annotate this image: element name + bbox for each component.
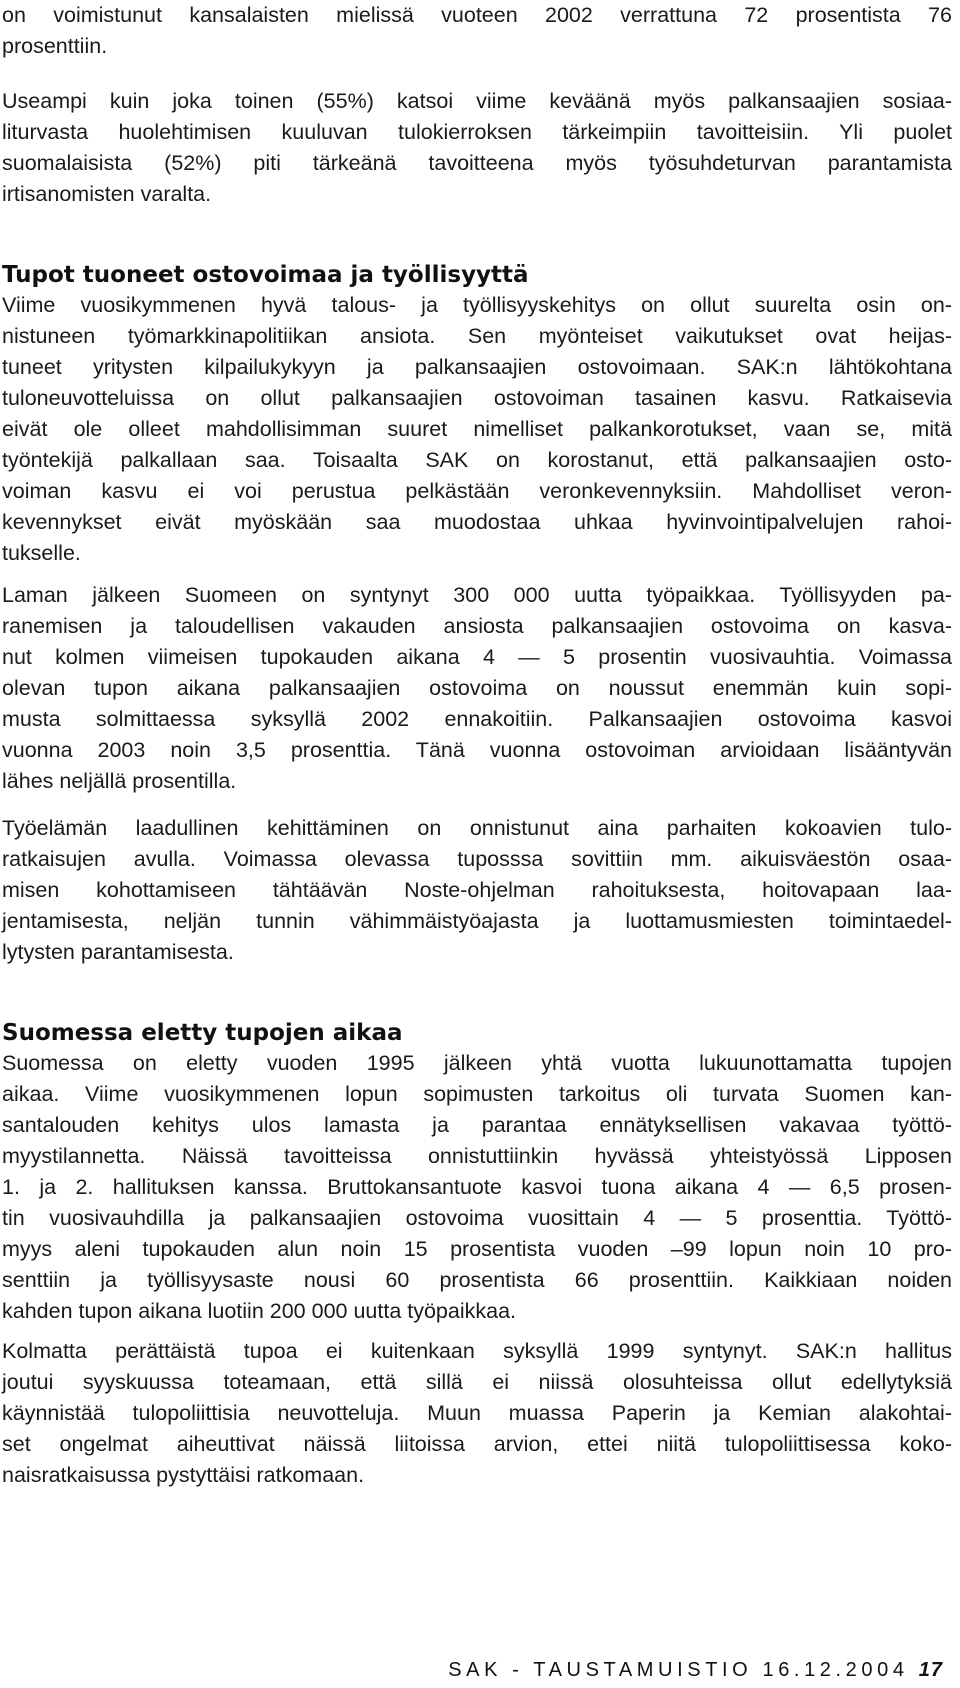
text-line: työntekijä palkallaan saa. Toisaalta SAK on korostanut, että palkansaajien osto- bbox=[2, 448, 952, 472]
paragraph bbox=[2, 813, 952, 968]
text-line: set ongelmat aiheuttivat näissä liitoissa arvion, ettei niitä tulopoliittisessa koko- bbox=[2, 1432, 952, 1456]
paragraph bbox=[2, 86, 952, 210]
paragraph bbox=[2, 1048, 952, 1327]
page-number: 17 bbox=[918, 1659, 943, 1681]
text-line: lytysten parantamisesta. bbox=[2, 940, 234, 964]
section-heading: Suomessa eletty tupojen aikaa bbox=[2, 1020, 403, 1046]
paragraph bbox=[2, 580, 952, 797]
text-line: tuneet yritysten kilpailukykyyn ja palkansaajien ostovoimaan. SAK:n lähtökohtana bbox=[2, 355, 952, 379]
text-line: käynnistää tulopoliittisia neuvotteluja. Muun muassa Paperin ja Kemian alakohtai- bbox=[2, 1401, 952, 1425]
text-line: Laman jälkeen Suomeen on syntynyt 300 000 uutta työpaikkaa. Työllisyyden pa- bbox=[2, 583, 952, 607]
text-line: musta solmittaessa syksyllä 2002 ennakoitiin. Palkansaajien ostovoima kasvoi bbox=[2, 707, 952, 731]
text-line: myystilannetta. Näissä tavoitteissa onnistuttiinkin hyvässä yhteistyössä Lipposen bbox=[2, 1144, 952, 1168]
text-line: vuonna 2003 noin 3,5 prosenttia. Tänä vuonna ostovoiman arvioidaan lisääntyvän bbox=[2, 738, 952, 762]
text-line: irtisanomisten varalta. bbox=[2, 182, 212, 206]
text-line: on voimistunut kansalaisten mielissä vuoteen 2002 verrattuna 72 prosentista 76 bbox=[2, 3, 952, 27]
text-line: Suomessa on eletty vuoden 1995 jälkeen yhtä vuotta lukuunottamatta tupojen bbox=[2, 1051, 952, 1075]
text-line: Viime vuosikymmenen hyvä talous- ja työllisyyskehitys on ollut suurelta osin on- bbox=[2, 293, 952, 317]
text-line: nistuneen työmarkkinapolitiikan ansiota. Sen myönteiset vaikutukset ovat heijas- bbox=[2, 324, 952, 348]
text-line: lähes neljällä prosentilla. bbox=[2, 769, 237, 793]
text-line: Useampi kuin joka toinen (55%) katsoi viime keväänä myös palkansaajien sosiaa- bbox=[2, 89, 952, 113]
text-line: nut kolmen viimeisen tupokauden aikana 4 — 5 prosentin vuosivauhtia. Voimassa bbox=[2, 645, 952, 669]
text-line: santalouden kehitys ulos lamasta ja parantaa ennätyksellisen vakavaa työttö- bbox=[2, 1113, 952, 1137]
paragraph bbox=[2, 290, 952, 569]
text-line: prosenttiin. bbox=[2, 34, 108, 58]
text-line: suomalaisista (52%) piti tärkeänä tavoitteena myös työsuhdeturvan parantamista bbox=[2, 151, 952, 175]
text-line: kevennykset eivät myöskään saa muodostaa uhkaa hyvinvointipalvelujen rahoi- bbox=[2, 510, 952, 534]
text-line: Työelämän laadullinen kehittäminen on onnistunut aina parhaiten kokoavien tulo- bbox=[2, 816, 952, 840]
text-line: senttiin ja työllisyysaste nousi 60 prosentista 66 prosenttiin. Kaikkiaan noiden bbox=[2, 1268, 952, 1292]
text-line: aikaa. Viime vuosikymmenen lopun sopimusten tarkoitus oli turvata Suomen kan- bbox=[2, 1082, 952, 1106]
section-heading: Tupot tuoneet ostovoimaa ja työllisyyttä bbox=[2, 262, 529, 288]
text-line: voiman kasvu ei voi perustua pelkästään veronkevennyksiin. Mahdolliset veron- bbox=[2, 479, 952, 503]
text-line: tukselle. bbox=[2, 541, 81, 565]
text-line: 1. ja 2. hallituksen kanssa. Bruttokansantuote kasvoi tuona aikana 4 — 6,5 prosen- bbox=[2, 1175, 952, 1199]
text-line: tin vuosivauhdilla ja palkansaajien ostovoima vuosittain 4 — 5 prosenttia. Työttö- bbox=[2, 1206, 952, 1230]
page-footer bbox=[448, 1655, 943, 1685]
text-line: kahden tupon aikana luotiin 200 000 uutta työpaikkaa. bbox=[2, 1299, 517, 1323]
text-line: Kolmatta perättäistä tupoa ei kuitenkaan syksyllä 1999 syntynyt. SAK:n hallitus bbox=[2, 1339, 952, 1363]
text-line: olevan tupon aikana palkansaajien ostovoima on noussut enemmän kuin sopi- bbox=[2, 676, 952, 700]
text-line: liturvasta huolehtimisen kuuluvan tulokierroksen tärkeimpiin tavoitteisiin. Yli puolet bbox=[2, 120, 952, 144]
text-line: myys aleni tupokauden alun noin 15 prosentista vuoden –99 lopun noin 10 pro- bbox=[2, 1237, 952, 1261]
text-line: eivät ole olleet mahdollisimman suuret nimelliset palkankorotukset, vaan se, mitä bbox=[2, 417, 952, 441]
paragraph bbox=[2, 0, 952, 62]
text-line: tuloneuvotteluissa on ollut palkansaajien ostovoiman tasainen kasvu. Ratkaisevia bbox=[2, 386, 952, 410]
text-line: jentamisesta, neljän tunnin vähimmäistyöajasta ja luottamusmiesten toimintaedel- bbox=[2, 909, 952, 933]
text-line: joutui syyskuussa toteamaan, että sillä ei niissä olosuhteissa ollut edellytyksiä bbox=[2, 1370, 952, 1394]
text-line: naisratkaisussa pystyttäisi ratkomaan. bbox=[2, 1463, 365, 1487]
text-line: ranemisen ja taloudellisen vakauden ansiosta palkansaajien ostovoima on kasva- bbox=[2, 614, 952, 638]
text-line: misen kohottamiseen tähtäävän Noste-ohjelman rahoituksesta, hoitovapaan laa- bbox=[2, 878, 952, 902]
footer-title: SAK - TAUSTAMUISTIO 16.12.2004 bbox=[448, 1659, 909, 1681]
paragraph bbox=[2, 1336, 952, 1491]
text-line: ratkaisujen avulla. Voimassa olevassa tuposssa sovittiin mm. aikuisväestön osaa- bbox=[2, 847, 952, 871]
